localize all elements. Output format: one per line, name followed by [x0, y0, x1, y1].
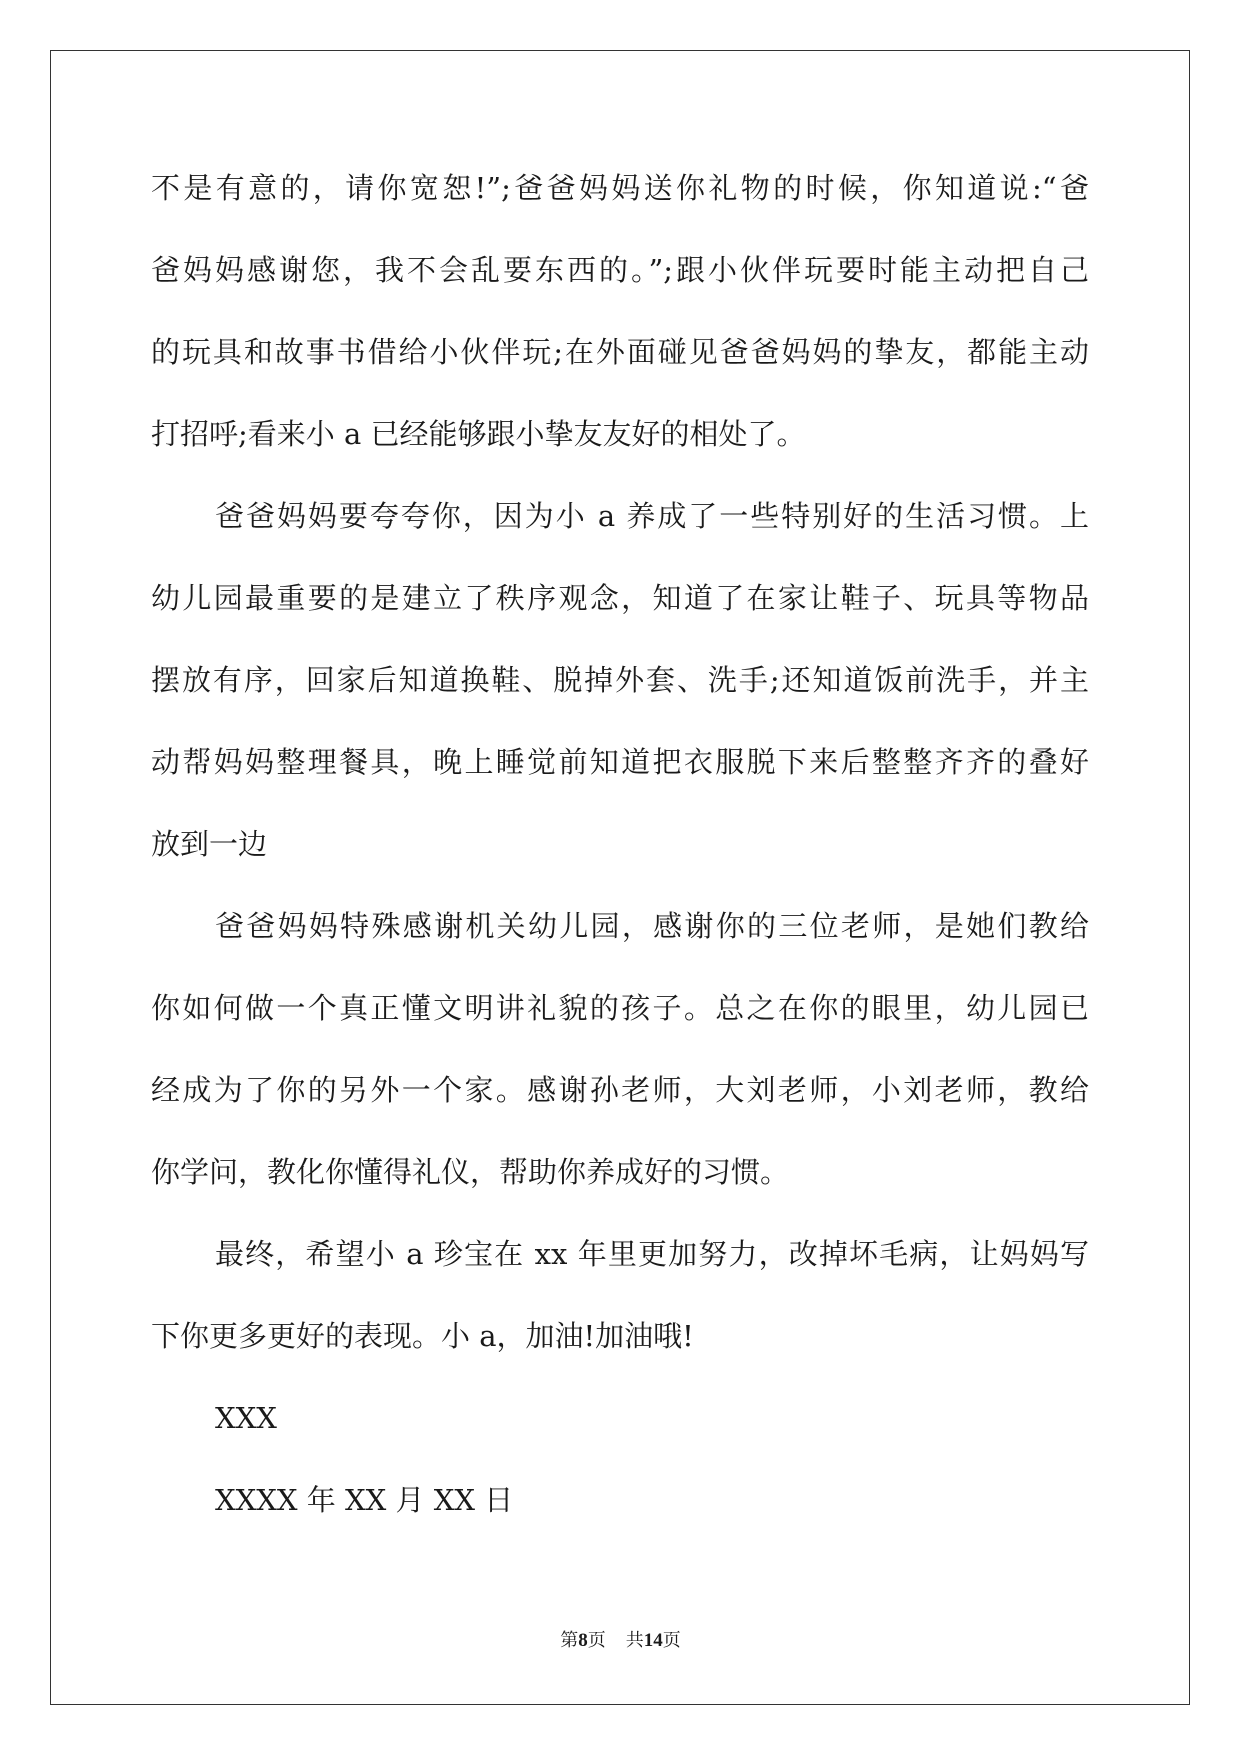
text-line: 摆放有序，回家后知道换鞋、脱掉外套、洗手;还知道饭前洗手，并主 [151, 663, 1089, 697]
total-pages-number: 14 [643, 1630, 663, 1651]
text-line: 打招呼;看来小 a 已经能够跟小挚友友好的相处了。 [151, 417, 806, 451]
text-line: 下你更多更好的表现。小 a，加油!加油哦! [151, 1319, 694, 1353]
signature: XXX [215, 1401, 277, 1435]
current-page-number: 8 [578, 1630, 588, 1651]
text-line: 的玩具和故事书借给小伙伴玩;在外面碰见爸爸妈妈的挚友，都能主动 [151, 335, 1089, 369]
text-line: 动帮妈妈整理餐具，晚上睡觉前知道把衣服脱下来后整整齐齐的叠好 [151, 745, 1089, 779]
text-line: 你学问，教化你懂得礼仪，帮助你养成好的习惯。 [151, 1155, 790, 1189]
page-prefix: 第 [560, 1630, 579, 1651]
text-line: 爸爸妈妈要夸夸你，因为小 a 养成了一些特别好的生活习惯。上 [215, 499, 1089, 533]
letter-date: XXXX 年 XX 月 XX 日 [215, 1483, 514, 1517]
text-line: 爸爸妈妈特殊感谢机关幼儿园，感谢你的三位老师，是她们教给 [215, 909, 1089, 943]
total-prefix: 共 [625, 1630, 644, 1651]
total-suffix: 页 [662, 1630, 681, 1651]
text-line: 放到一边 [151, 827, 268, 861]
text-line: 幼儿园最重要的是建立了秩序观念，知道了在家让鞋子、玩具等物品 [151, 581, 1089, 615]
text-line: 经成为了你的另外一个家。感谢孙老师，大刘老师，小刘老师，教给 [151, 1073, 1089, 1107]
text-line: 爸妈妈感谢您，我不会乱要东西的。”;跟小伙伴玩要时能主动把自己 [151, 253, 1089, 287]
text-line: 最终，希望小 a 珍宝在 xx 年里更加努力，改掉坏毛病，让妈妈写 [215, 1237, 1089, 1271]
page-suffix: 页 [587, 1630, 606, 1651]
text-line: 你如何做一个真正懂文明讲礼貌的孩子。总之在你的眼里，幼儿园已 [151, 991, 1089, 1025]
page-footer [0, 1626, 1241, 1656]
text-line: 不是有意的，请你宽恕!”;爸爸妈妈送你礼物的时候，你知道说:“爸 [151, 171, 1089, 205]
